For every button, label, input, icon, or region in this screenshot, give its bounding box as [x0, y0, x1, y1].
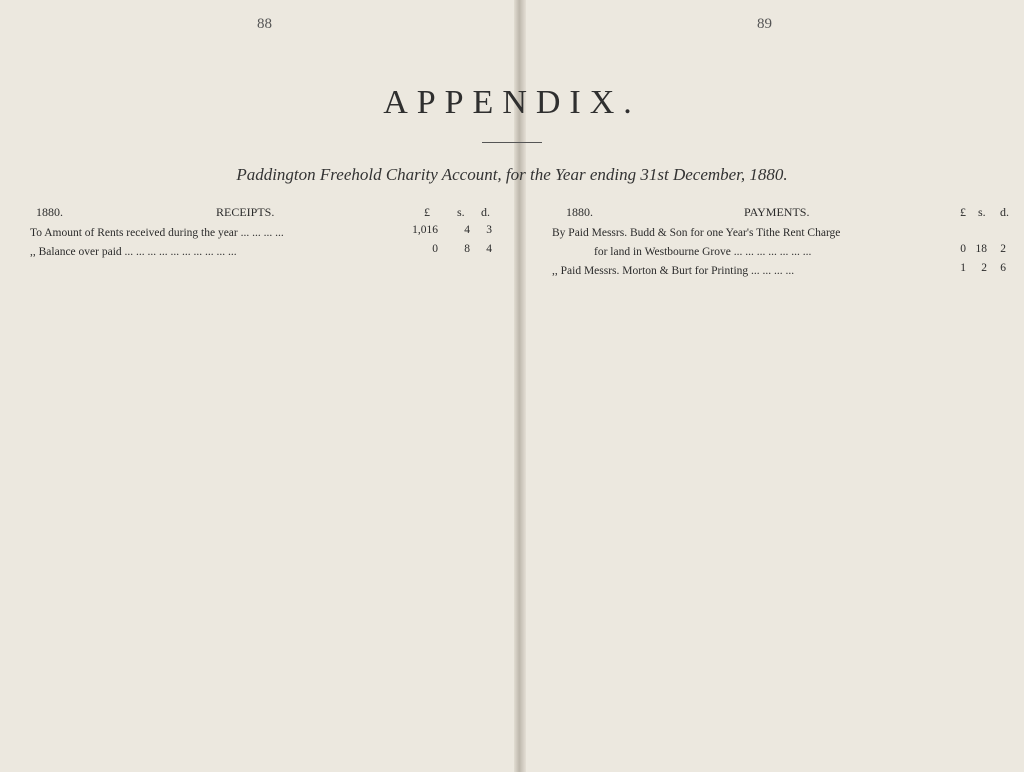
payments-row-pounds: 1 [960, 262, 966, 274]
receipts-year: 1880. [36, 205, 63, 219]
payments-row-shillings: 2 [981, 262, 987, 274]
page-number-right: 89 [757, 16, 772, 32]
receipts-row-text: ,, Balance over paid ... ... ... ... ... ... ... ... ... ... [30, 246, 237, 258]
page-number-left: 88 [257, 16, 272, 32]
receipts-row-shillings: 4 [464, 224, 470, 236]
payments-row-text: By Paid Messrs. Budd & Son for one Year's Tithe Rent Charge [552, 227, 841, 239]
receipts-row-pence: 4 [486, 243, 492, 255]
receipts-col-pounds: £ [424, 205, 430, 219]
payments-row-pence: 2 [1000, 243, 1006, 255]
receipts-label: RECEIPTS. [216, 205, 275, 219]
page-heading: APPENDIX. [383, 84, 641, 121]
receipts-row-pounds: 1,016 [412, 224, 438, 236]
receipts-col-pence: d. [481, 205, 490, 219]
receipts-row-shillings: 8 [464, 243, 470, 255]
payments-row-pounds: 0 [960, 243, 966, 255]
receipts-row-pounds: 0 [432, 243, 438, 255]
payments-col-pounds: £ [960, 205, 966, 219]
payments-row-shillings: 18 [975, 243, 987, 255]
payments-col-pence: d. [1000, 205, 1009, 219]
account-title: Paddington Freehold Charity Account, for the Year ending 31st December, 1880. [236, 165, 788, 184]
payments-year: 1880. [566, 205, 593, 219]
payments-row-text: ,, Paid Messrs. Morton & Burt for Printing ... ... ... ... [552, 265, 795, 277]
receipts-col-shillings: s. [457, 205, 465, 219]
payments-col-shillings: s. [978, 205, 986, 219]
payments-label: PAYMENTS. [744, 205, 810, 219]
receipts-row-pence: 3 [486, 224, 492, 236]
heading-rule [482, 142, 542, 143]
payments-row-text: for land in Westbourne Grove ... ... ... ... ... ... ... [594, 246, 812, 258]
receipts-row-text: To Amount of Rents received during the year ... ... ... ... [30, 227, 284, 239]
payments-row-pence: 6 [1000, 262, 1006, 274]
